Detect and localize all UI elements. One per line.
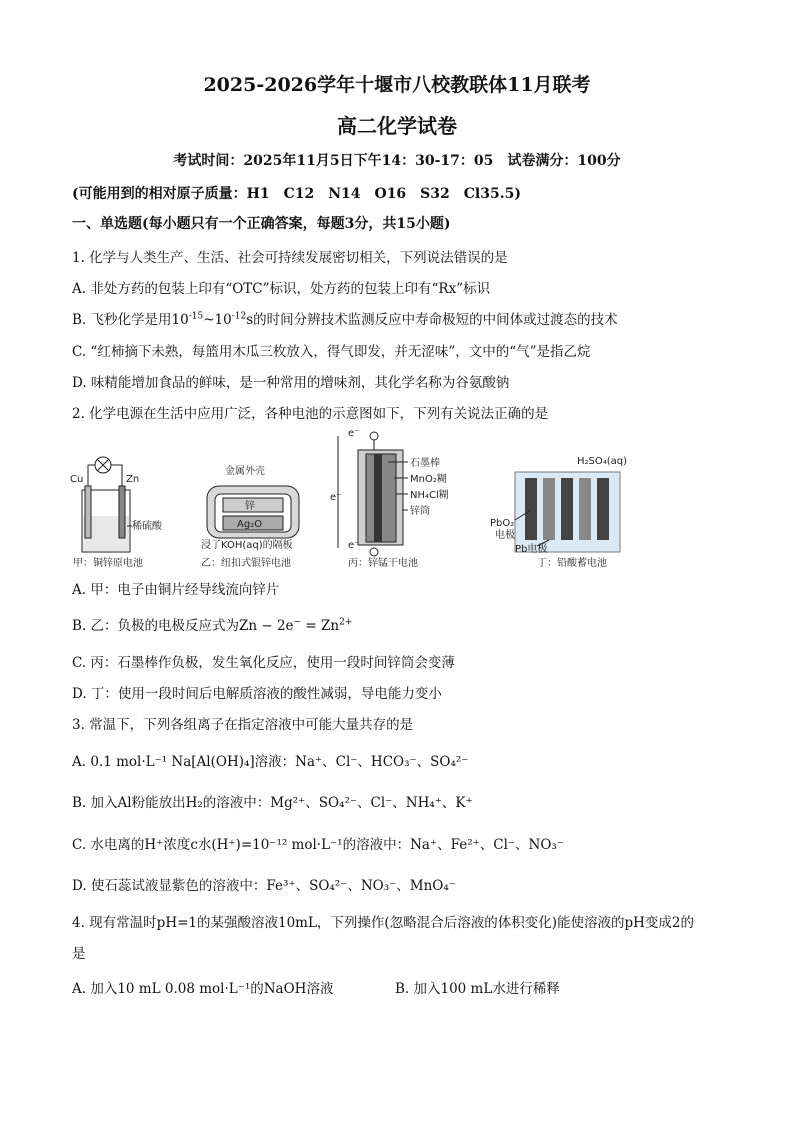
diagram-button-cell	[195, 428, 315, 573]
label-ag2o: Ag₂O	[237, 519, 263, 530]
section-heading: 一、单选题(每小题只有一个正确答案，每题3分，共15小题)	[72, 216, 451, 232]
label-zn-anode: 锌	[245, 501, 255, 512]
label-separator: 浸了KOH(aq)的隔板	[201, 540, 293, 551]
exam-title: 2025-2026学年十堰市八校教联体11月联考	[203, 74, 591, 96]
exam-subtitle: 高二化学试卷	[337, 114, 457, 138]
q1-option-d: D. 味精能增加食品的鲜味，是一种常用的增味剂，其化学名称为谷氨酸钠	[72, 375, 510, 391]
q2-b-mid: = Zn	[301, 618, 340, 634]
caption-jia: 甲：铜锌原电池	[73, 558, 143, 569]
atomic-masses: (可能用到的相对原子质量：H1 C12 N14 O16 S32 Cl35.5)	[72, 186, 521, 202]
q2-option-b	[72, 614, 352, 634]
q2-b-sup2: 2+	[339, 617, 353, 628]
label-pb-electrode: Pb电极	[515, 544, 548, 555]
diagram-dry-cell	[328, 428, 478, 573]
q1-b-sup2: -12	[231, 311, 247, 322]
q2-b-pre: B. 乙：负极的电极反应式为Zn − 2e	[72, 618, 294, 634]
label-cu: Cu	[70, 474, 84, 485]
q1-b-post: s的时间分辨技术监测反应中寿命极短的中间体或过渡态的技术	[246, 312, 618, 328]
q3-option-b: B. 加入Al粉能放出H₂的溶液中：Mg²⁺、SO₄²⁻、Cl⁻、NH₄⁺、K⁺	[72, 795, 473, 811]
q4-stem-cont: 是	[72, 946, 86, 962]
label-nh4cl-paste: NH₄Cl糊	[410, 490, 449, 501]
q1-b-sup1: -15	[188, 311, 204, 322]
diagram-cu-zn-cell	[70, 428, 180, 573]
q3-option-c: C. 水电离的H⁺浓度c水(H⁺)=10⁻¹² mol·L⁻¹的溶液中：Na⁺、Fe²⁺、Cl⁻、NO₃⁻	[72, 837, 564, 853]
diagram-lead-acid	[485, 428, 645, 573]
q1-option-a: A. 非处方药的包装上印有“OTC”标识，处方药的包装上印有“Rx”标识	[72, 281, 491, 297]
q1-option-b	[72, 308, 618, 328]
q4-stem: 4. 现有常温时pH=1的某强酸溶液10mL，下列操作(忽略混合后溶液的体积变化)能使溶液的pH变成2的	[72, 915, 694, 931]
q2-option-d: D. 丁：使用一段时间后电解质溶液的酸性减弱，导电能力变小	[72, 686, 442, 702]
q1-b-mid: ~10	[203, 312, 232, 328]
label-e-top: e⁻	[348, 428, 360, 439]
exam-info: 考试时间：2025年11月5日下午14：30-17：05 试卷满分：100分	[173, 153, 621, 169]
q3-stem: 3. 常温下，下列各组离子在指定溶液中可能大量共存的是	[72, 717, 414, 733]
q2-option-a: A. 甲：电子由铜片经导线流向锌片	[72, 582, 280, 598]
caption-yi: 乙：纽扣式银锌电池	[201, 558, 291, 569]
label-dilute-acid: 稀硫酸	[132, 521, 162, 532]
label-zinc-can: 锌筒	[410, 506, 430, 517]
label-e-bottom: e⁻	[348, 540, 360, 551]
q1-option-c: C. “红柿摘下未熟，每篮用木瓜三枚放入，得气即发，并无涩味”，文中的“气”是指乙烷	[72, 344, 591, 360]
label-metal-shell: 金属外壳	[225, 466, 265, 477]
label-h2so4: H₂SO₄(aq)	[577, 456, 628, 467]
q2-stem: 2. 化学电源在生活中应用广泛，各种电池的示意图如下，下列有关说法正确的是	[72, 406, 549, 422]
q2-b-sup1: −	[293, 617, 302, 628]
q4-option-b: B. 加入100 mL水进行稀释	[395, 981, 560, 997]
caption-ding: 丁：铅酸蓄电池	[537, 558, 607, 569]
q1-stem: 1. 化学与人类生产、生活、社会可持续发展密切相关，下列说法错误的是	[72, 250, 508, 266]
label-zn: Zn	[126, 474, 140, 485]
label-e-left: e⁻	[330, 492, 342, 503]
q4-option-a: A. 加入10 mL 0.08 mol·L⁻¹的NaOH溶液	[72, 981, 334, 997]
q3-option-d: D. 使石蕊试液显紫色的溶液中：Fe³⁺、SO₄²⁻、NO₃⁻、MnO₄⁻	[72, 878, 456, 894]
label-graphite-rod: 石墨棒	[410, 458, 440, 469]
q3-option-a: A. 0.1 mol·L⁻¹ Na[Al(OH)₄]溶液：Na⁺、Cl⁻、HCO₃⁻、SO₄²⁻	[72, 754, 469, 770]
caption-bing: 丙：锌锰干电池	[348, 558, 418, 569]
label-mno2-paste: MnO₂糊	[410, 474, 447, 485]
q1-b-pre: B. 飞秒化学是用10	[72, 312, 189, 328]
q2-option-c: C. 丙：石墨棒作负极，发生氧化反应，使用一段时间锌筒会变薄	[72, 655, 455, 671]
label-pbo2-electrode: 电极	[495, 530, 515, 541]
label-pbo2: PbO₂	[490, 518, 515, 529]
